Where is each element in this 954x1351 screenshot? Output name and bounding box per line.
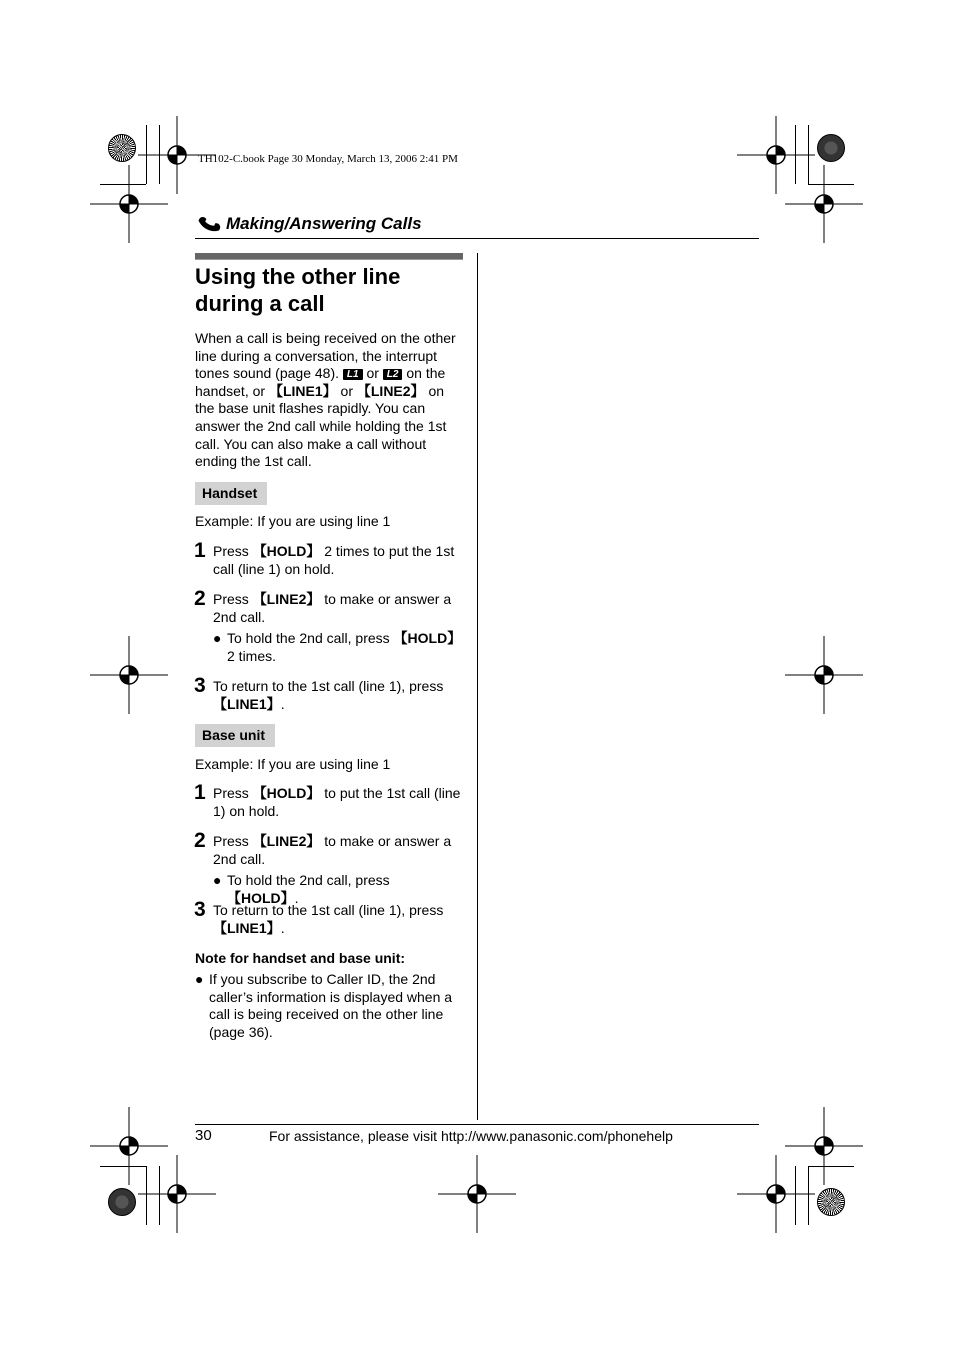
crosshair-icon — [138, 1155, 216, 1233]
color-target-icon — [817, 1188, 845, 1216]
phone-handset-icon — [198, 212, 222, 234]
step-number: 1 — [194, 781, 206, 804]
intro-text: or — [366, 365, 379, 382]
handset-example: Example: If you are using line 1 — [195, 513, 391, 529]
bullet-text: To hold the 2nd call, press — [227, 630, 390, 646]
hold-key-label: 【HOLD】 — [252, 543, 321, 559]
intro-text: When a call is being received on the other line during a conversation, the interrupt tones sound (page 48). — [195, 330, 456, 382]
base-unit-step-3 — [213, 902, 463, 937]
hold-key-label: 【HOLD】 — [252, 785, 321, 801]
crosshair-icon — [90, 165, 168, 243]
bullet-text: To hold the 2nd call, press — [227, 872, 390, 888]
step-text: to make or answer a 2nd call. — [213, 833, 452, 867]
hold-key-label: 【HOLD】 — [227, 889, 295, 906]
intro-paragraph — [195, 330, 463, 471]
step-text: . — [280, 695, 285, 712]
crosshair-icon — [737, 1155, 815, 1233]
page-number: 30 — [195, 1127, 212, 1144]
step-number: 3 — [194, 674, 206, 697]
handset-step-2 — [213, 591, 463, 626]
footer-rule — [195, 1124, 759, 1125]
crosshair-icon — [785, 636, 863, 714]
step-text: to put the 1st call (line 1) on hold. — [213, 785, 461, 819]
handset-step-1 — [213, 543, 463, 578]
line2-key-label: 【LINE2】 — [356, 382, 425, 399]
step-text: Press — [213, 543, 249, 559]
footer-assistance-text: For assistance, please visit http://www.panasonic.com/phonehelp — [269, 1128, 673, 1144]
step-number: 2 — [194, 587, 206, 610]
step-text: 2 times to put the 1st call (line 1) on hold. — [213, 543, 455, 577]
crosshair-icon — [438, 1155, 516, 1233]
step-number: 1 — [194, 539, 206, 562]
line1-key-label: 【LINE1】 — [213, 695, 281, 712]
bullet-text: 2 times. — [227, 647, 277, 664]
book-slug: TH102-C.book Page 30 Monday, March 13, 2006 2:41 PM — [198, 153, 458, 165]
line2-key-label: 【LINE2】 — [252, 833, 321, 849]
bullet-icon: ● — [195, 971, 204, 987]
bullet-text: . — [294, 889, 299, 906]
line1-key-label: 【LINE1】 — [268, 382, 337, 399]
handset-step-2-bullet — [213, 630, 463, 665]
step-text: To return to the 1st call (line 1), press — [213, 902, 444, 918]
header-title: Making/Answering Calls — [226, 214, 422, 233]
line2-key-label: 【LINE2】 — [252, 591, 321, 607]
title-rule — [195, 253, 463, 260]
base-unit-example: Example: If you are using line 1 — [195, 756, 391, 772]
handset-section-label: Handset — [195, 482, 267, 505]
hold-key-label: 【HOLD】 — [393, 630, 462, 646]
line2-indicator-icon: L2 — [383, 369, 403, 380]
color-target-icon — [817, 134, 845, 162]
line1-key-label: 【LINE1】 — [213, 919, 281, 936]
base-unit-step-1 — [213, 785, 463, 820]
base-unit-section-label: Base unit — [195, 724, 275, 747]
page-title: Using the other line during a call — [195, 264, 401, 316]
column-divider — [477, 253, 478, 1120]
step-text: Press — [213, 833, 249, 849]
color-target-icon — [108, 1188, 136, 1216]
step-text: Press — [213, 785, 249, 801]
step-text: . — [280, 919, 285, 936]
crosshair-icon — [90, 636, 168, 714]
note-text: If you subscribe to Caller ID, the 2nd caller’s information is displayed when a call is being received on the other line (page 36). — [209, 971, 453, 1040]
bullet-icon: ● — [213, 872, 222, 888]
crosshair-icon — [785, 165, 863, 243]
line1-indicator-icon: L1 — [343, 369, 363, 380]
handset-step-3 — [213, 678, 463, 713]
bullet-icon: ● — [213, 630, 222, 646]
step-number: 2 — [194, 829, 206, 852]
color-target-icon — [108, 134, 136, 162]
step-text: To return to the 1st call (line 1), press — [213, 678, 444, 694]
note-heading: Note for handset and base unit: — [195, 950, 406, 966]
step-number: 3 — [194, 898, 206, 921]
intro-text: on the base unit flashes rapidly. You can answer the 2nd call while holding the 1st call. You can also make a call without ending the 1st call. — [195, 382, 447, 470]
step-text: to make or answer a 2nd call. — [213, 591, 452, 625]
note-item — [195, 971, 463, 1041]
base-unit-step-2 — [213, 833, 463, 868]
intro-text: or — [340, 382, 353, 399]
intro-text: on the handset, or — [195, 365, 446, 399]
step-text: Press — [213, 591, 249, 607]
section-header — [195, 212, 759, 239]
